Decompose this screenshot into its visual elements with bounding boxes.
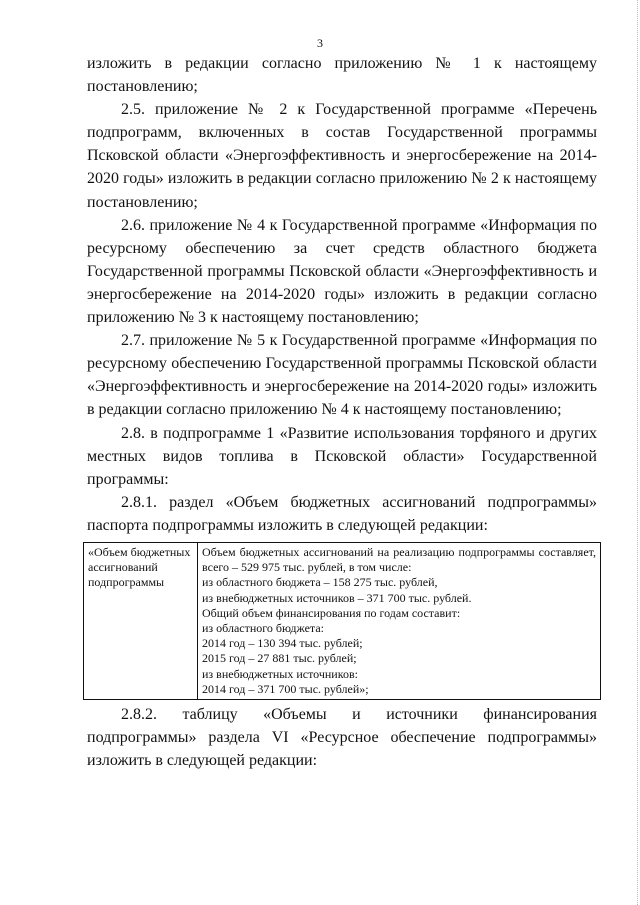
table-line: из внебюджетных источников – 371 700 тыс. рублей.: [202, 590, 472, 605]
table-line: из внебюджетных источников:: [202, 666, 358, 681]
table-line: 2014 год – 130 394 тыс. рублей;: [202, 636, 363, 651]
table-line: из областного бюджета:: [202, 620, 324, 635]
paragraph-2-8-1: 2.8.1. раздел «Объем бюджетных ассигнований подпрограммы» паспорта подпрограммы изложить в следующей редакции:: [87, 493, 597, 534]
table-cell-content: [198, 542, 601, 699]
paragraph-2-8-2: 2.8.2. таблицу «Объемы и источники финансирования подпрограммы» раздела VI «Ресурсное обеспечение подпрограммы» изложить в следующей редакции:: [87, 706, 597, 770]
table-cell-label: «Объем бюджетных ассигнований подпрограммы: [84, 542, 198, 699]
table-line: Объем бюджетных ассигнований на реализацию подпрограммы составляет, всего – 529 975 тыс. рублей, в том числе:: [202, 544, 596, 575]
table-line: 2015 год – 27 881 тыс. рублей;: [202, 651, 357, 666]
page-number: 3: [317, 36, 323, 50]
table-line: 2014 год – 371 700 тыс. рублей»;: [202, 681, 369, 696]
paragraph-2-5: 2.5. приложение № 2 к Государственной программе «Перечень подпрограмм, включенных в состав Государственной программы Псковской области «Энергоэффективность и энергосбережение на 2014-2020 годы» изложить в редакции согласно приложению № 2 к настоящему постановлению;: [87, 101, 597, 211]
budget-table: [83, 542, 601, 700]
scan-edge-mark: [636, 0, 638, 905]
paragraph-2-8: 2.8. в подпрограмме 1 «Развитие использования торфяного и других местных видов топлива в Псковской области» Государственной программы:: [87, 424, 597, 488]
table-line: Общий объем финансирования по годам составит:: [202, 605, 461, 620]
table-row: [84, 542, 601, 699]
paragraph-2-7: 2.7. приложение № 5 к Государственной программе «Информация по ресурсному обеспечению Государственной программы Псковской области «Энергоэффективность и энергосбережение на 2014-2020 годы» изложить в редакции согласно приложению № 4 к настоящему постановлению;: [87, 332, 597, 419]
table-line: из областного бюджета – 158 275 тыс. рублей,: [202, 575, 438, 590]
document-body: [87, 52, 597, 772]
paragraph-2-6: 2.6. приложение № 4 к Государственной программе «Информация по ресурсному обеспечению за счет средств областного бюджета Государственной программы Псковской области «Энергоэффективность и энергосбережение на 2014-2020 годы» изложить в редакции согласно приложению № 3 к настоящему постановлению;: [87, 216, 597, 327]
paragraph-continuation: изложить в редакции согласно приложению № 1 к настоящему постановлению;: [87, 55, 597, 96]
